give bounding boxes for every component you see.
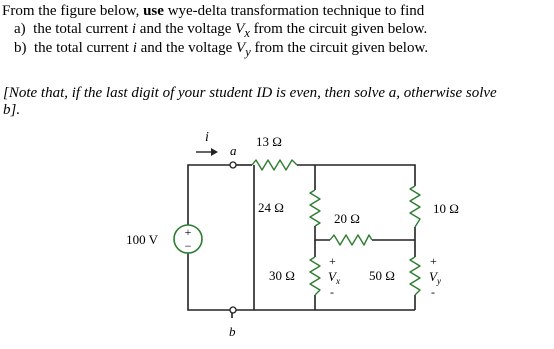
vx-label: $V_x$: [328, 269, 340, 286]
vy-plus: +: [430, 254, 437, 268]
source-label: 100 V: [126, 232, 158, 247]
node-b-label: b: [229, 324, 236, 339]
circuit-wires: [188, 165, 415, 318]
vy-minus: -: [431, 285, 435, 299]
wire-24-to-20: [315, 226, 330, 240]
r1-label: 13 Ω: [256, 134, 282, 149]
resistor-24-ohm: [310, 190, 320, 226]
question-part-b: b) the total current i and the voltage $V_y$ from the circuit given below.: [14, 40, 429, 59]
resistor-13-ohm: [252, 160, 297, 170]
question-part-a: a) the total current i and the voltage $V_x$ from the circuit given below.: [14, 21, 428, 40]
question-intro: From the figure below, use wye-delta transformation technique to find: [2, 3, 425, 19]
terminal-b: [230, 307, 236, 313]
resistor-30-ohm: [310, 257, 320, 295]
resistor-50-ohm: [410, 257, 420, 295]
r2-label: 24 Ω: [258, 200, 284, 215]
resistor-10-ohm: [410, 186, 420, 227]
r6-label: 50 Ω: [369, 268, 395, 283]
r3-label: 20 Ω: [334, 211, 360, 226]
vx-minus: -: [330, 285, 334, 299]
note-line-1: [Note that, if the last digit of your student ID is even, then solve a, otherwise solve: [3, 85, 497, 101]
r5-label: 30 Ω: [269, 268, 295, 283]
keyword-use: use: [143, 3, 164, 19]
resistor-20-ohm: [330, 235, 372, 245]
r4-label: 10 Ω: [433, 201, 459, 216]
current-label: i: [205, 130, 209, 145]
voltage-source-icon: [174, 225, 202, 253]
source-plus-sign: +: [184, 225, 192, 239]
current-arrow-icon: [196, 148, 218, 156]
wire-top-left: [188, 165, 236, 225]
terminal-a: [230, 162, 236, 168]
vy-label: $V_y$: [429, 269, 441, 286]
vx-plus: +: [329, 254, 336, 268]
source-minus-sign: −: [184, 239, 192, 253]
node-a-label: a: [230, 143, 237, 158]
wire-bottom-left: [188, 253, 230, 310]
note-line-2: b].: [3, 102, 21, 118]
